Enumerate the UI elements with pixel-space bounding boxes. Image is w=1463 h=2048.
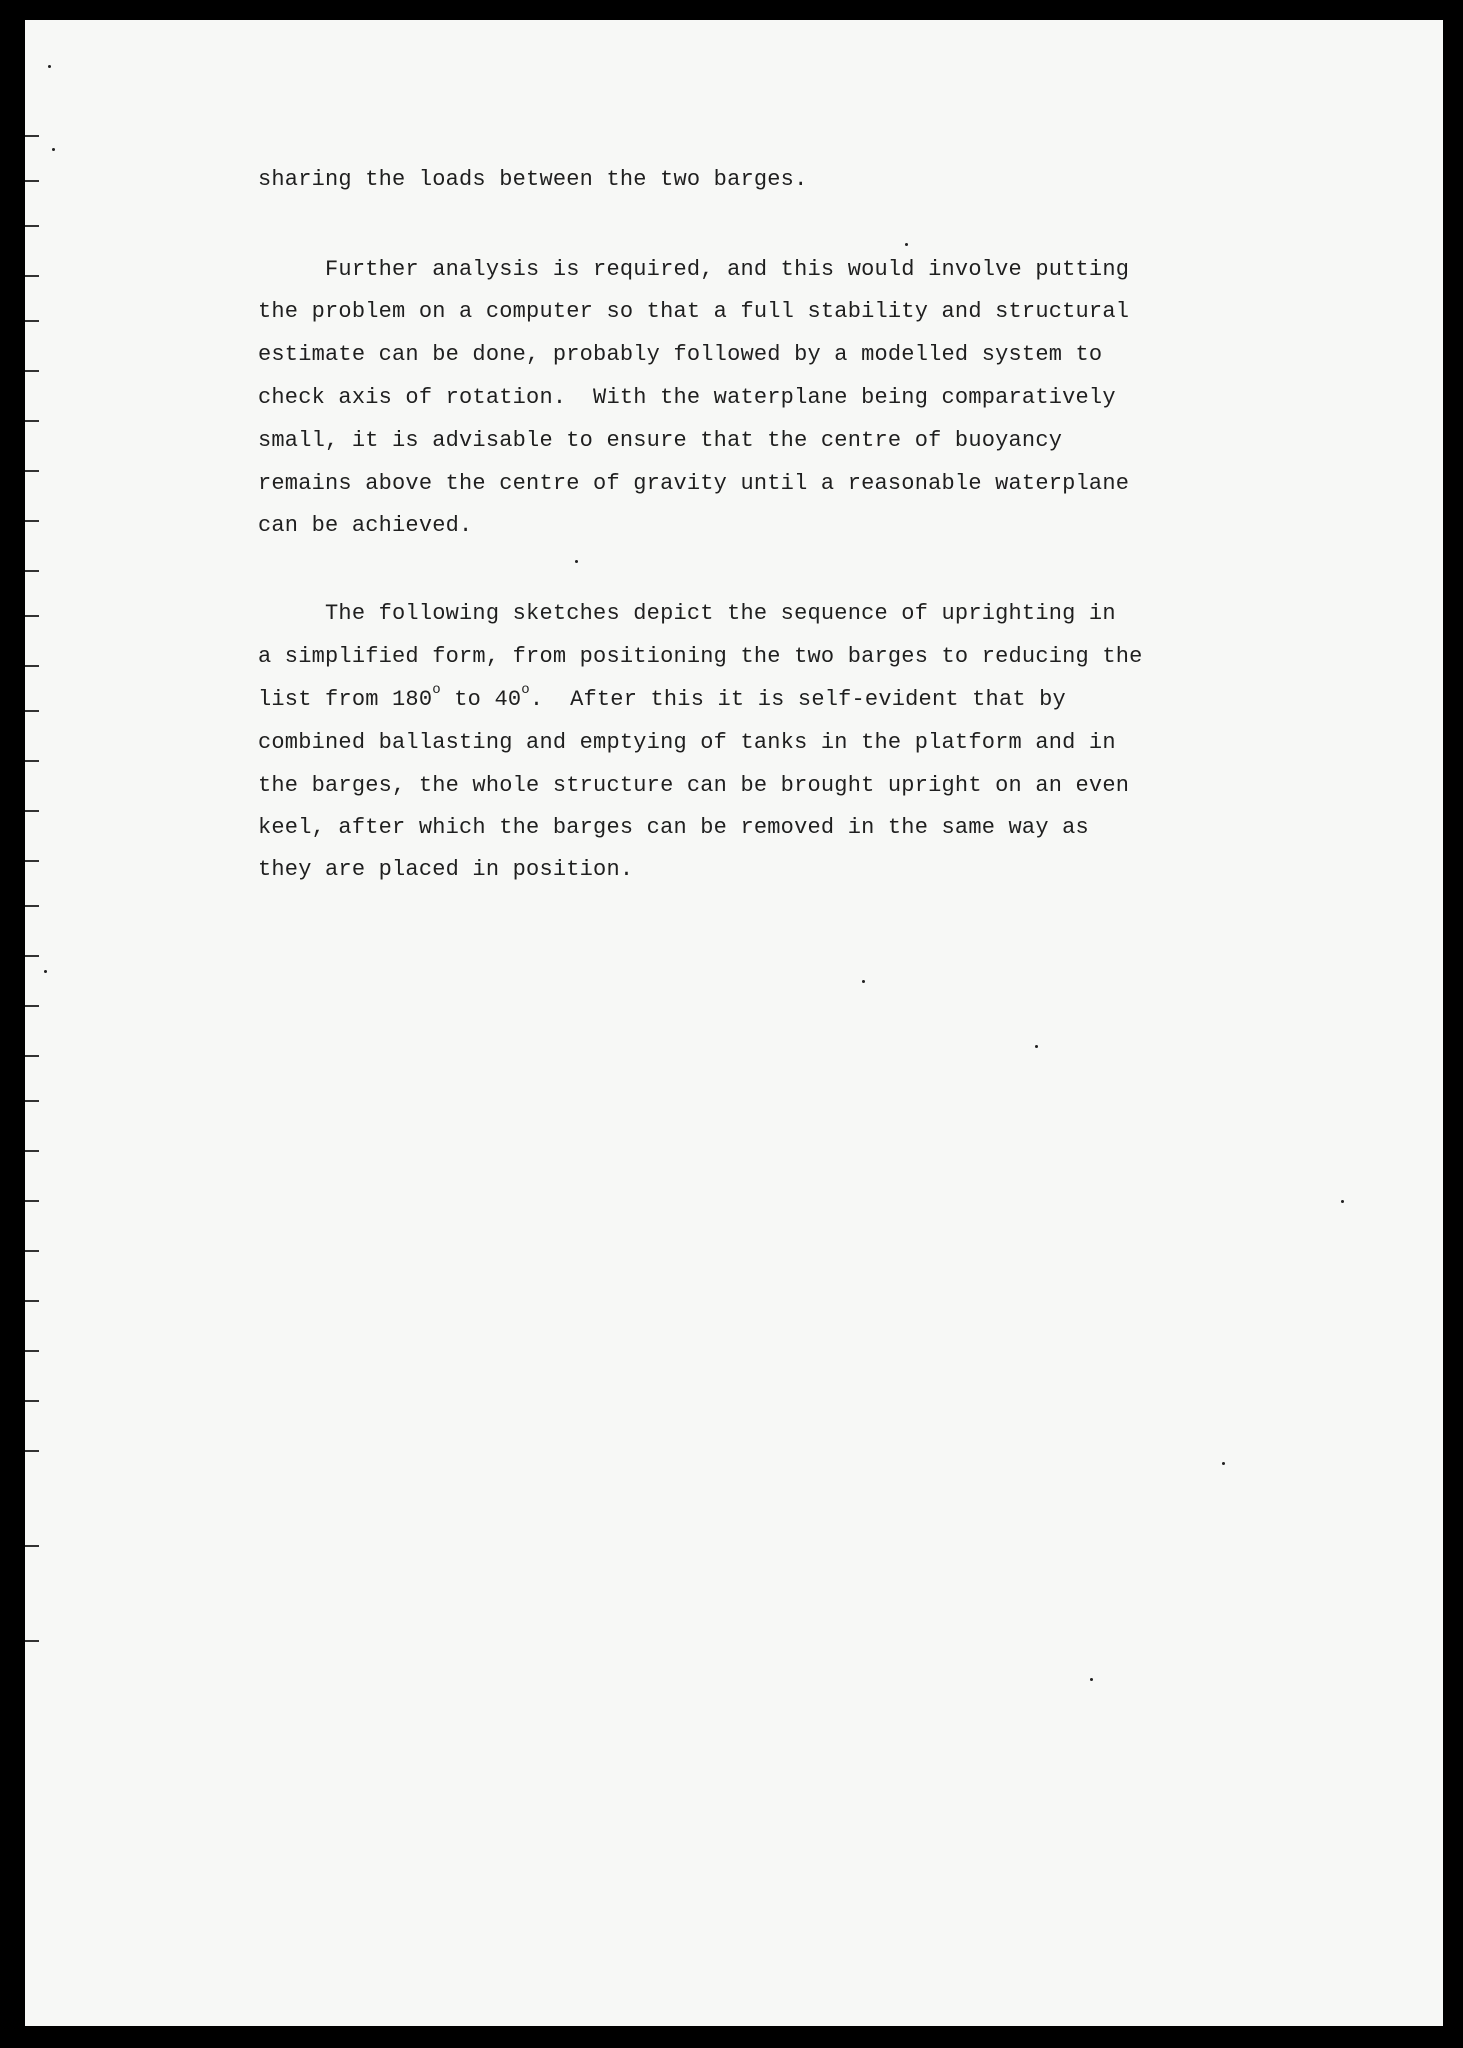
text-line: The following sketches depict the sequence of uprighting in xyxy=(258,601,1116,626)
scan-speck xyxy=(1222,1462,1225,1465)
margin-tick xyxy=(25,320,39,322)
scan-speck xyxy=(1341,1200,1344,1203)
margin-tick xyxy=(25,370,39,372)
margin-tick xyxy=(25,1400,39,1402)
margin-tick xyxy=(25,1100,39,1102)
margin-tick xyxy=(25,760,39,762)
text-line: keel, after which the barges can be removed in the same way as xyxy=(258,815,1089,840)
scan-speck xyxy=(44,970,47,973)
text-line: a simplified form, from positioning the two barges to reducing the xyxy=(258,644,1143,669)
list-prefix: list from 180 xyxy=(258,687,433,712)
margin-tick xyxy=(25,1055,39,1057)
text-line: the problem on a computer so that a full stability and structural xyxy=(258,299,1130,324)
text-line: can be achieved. xyxy=(258,513,473,538)
scan-speck xyxy=(862,980,865,983)
margin-tick xyxy=(25,860,39,862)
text-line: combined ballasting and emptying of tanks in the platform and in xyxy=(258,730,1116,755)
margin-tick xyxy=(25,1640,39,1642)
scan-speck xyxy=(575,560,578,563)
margin-tick xyxy=(25,710,39,712)
degree-mark: o xyxy=(521,682,530,698)
margin-tick xyxy=(25,135,39,137)
scan-speck xyxy=(52,148,55,151)
scan-speck xyxy=(48,65,51,68)
margin-tick xyxy=(25,1350,39,1352)
scan-speck xyxy=(1090,1678,1093,1681)
margin-tick xyxy=(25,420,39,422)
margin-tick xyxy=(25,1005,39,1007)
margin-tick xyxy=(25,1450,39,1452)
list-suffix: . After this it is self-evident that by xyxy=(529,687,1066,712)
margin-tick xyxy=(25,570,39,572)
text-line: the barges, the whole structure can be brought upright on an even xyxy=(258,773,1130,798)
list-mid: to 40 xyxy=(440,687,522,712)
margin-tick xyxy=(25,810,39,812)
text-line: small, it is advisable to ensure that the centre of buoyancy xyxy=(258,428,1063,453)
text-line-degrees xyxy=(258,682,1066,716)
margin-tick xyxy=(25,665,39,667)
margin-tick xyxy=(25,520,39,522)
margin-tick xyxy=(25,1150,39,1152)
scan-speck xyxy=(1035,1045,1038,1048)
margin-tick xyxy=(25,1545,39,1547)
text-line: they are placed in position. xyxy=(258,857,634,882)
text-line: check axis of rotation. With the waterplane being comparatively xyxy=(258,385,1116,410)
margin-tick xyxy=(25,275,39,277)
degree-mark: o xyxy=(432,682,441,698)
margin-tick xyxy=(25,1200,39,1202)
margin-tick xyxy=(25,470,39,472)
text-line: estimate can be done, probably followed by a modelled system to xyxy=(258,342,1103,367)
margin-tick xyxy=(25,225,39,227)
margin-tick xyxy=(25,615,39,617)
scan-speck xyxy=(905,243,908,246)
margin-tick xyxy=(25,1250,39,1252)
text-line: remains above the centre of gravity until a reasonable waterplane xyxy=(258,471,1130,496)
margin-tick xyxy=(25,955,39,957)
text-line: Further analysis is required, and this would involve putting xyxy=(258,257,1130,282)
text-line: sharing the loads between the two barges. xyxy=(258,167,808,192)
margin-tick xyxy=(25,1300,39,1302)
margin-tick xyxy=(25,905,39,907)
margin-tick xyxy=(25,180,39,182)
